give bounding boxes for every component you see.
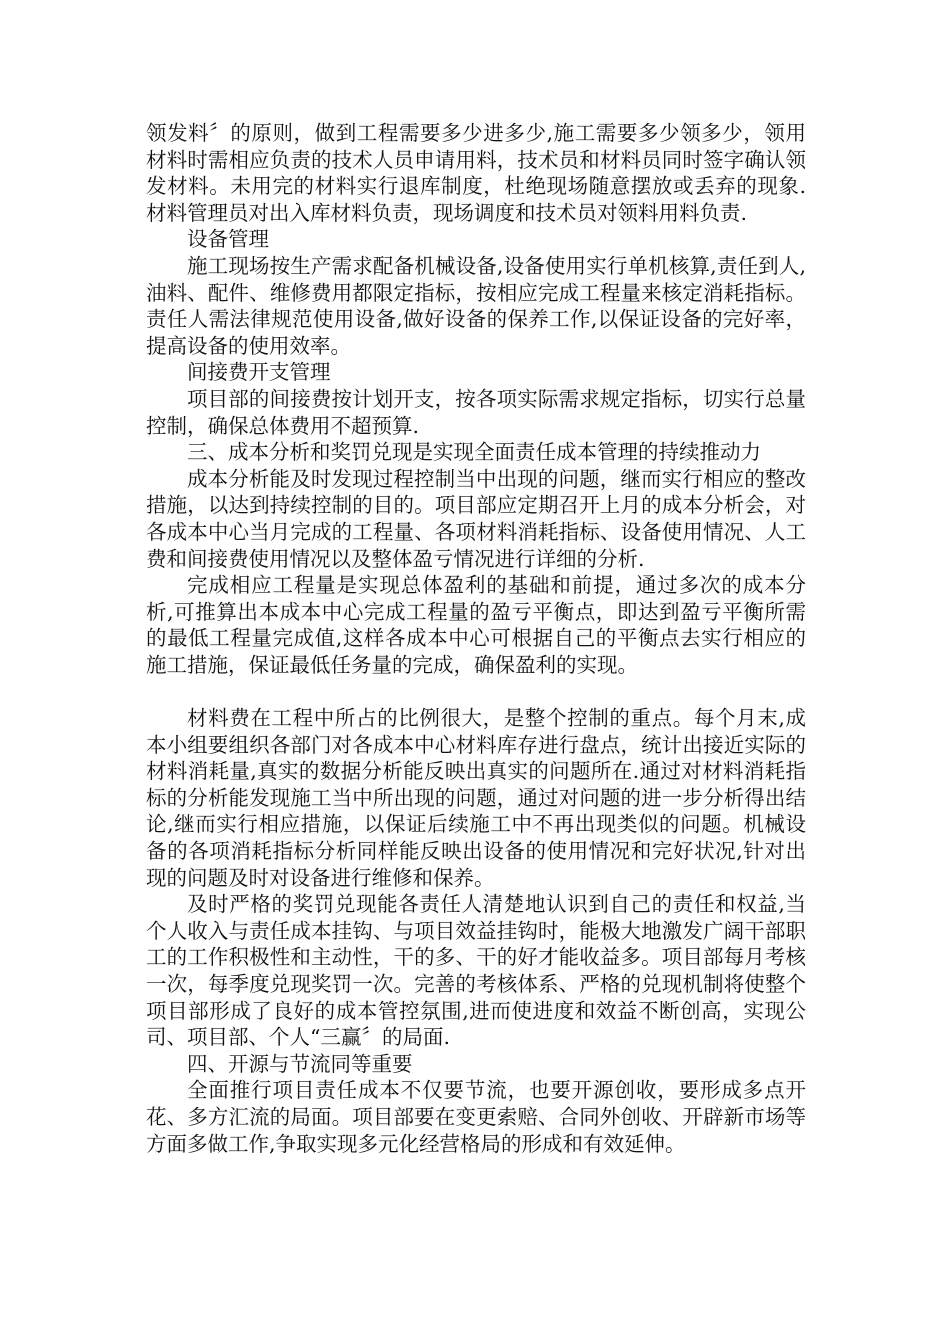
paragraph-indirect-costs: 项目部的间接费按计划开支，按各项实际需求规定指标，切实行总量控制，确保总体费用不超预算. <box>146 386 806 438</box>
paragraph-cost-analysis: 成本分析能及时发现过程控制当中出现的问题，继而实行相应的整改措施，以达到持续控制的目的。项目部应定期召开上月的成本分析会，对各成本中心当月完成的工程量、各项材料消耗指标、设备使用情况、人工费和间接费使用情况以及整体盈亏情况进行详细的分析. <box>146 466 806 571</box>
paragraph-material-issue: 领发料〞的原则，做到工程需要多少进多少,施工需要多少领多少，领用材料时需相应负责的技术人员申请用料，技术员和材料员同时签字确认领发材料。未用完的材料实行退库制度，杜绝现场随意摆放或丢弃的现象.材料管理员对出入库材料负责，现场调度和技术员对领料用料负责. <box>146 121 806 225</box>
heading-section-3: 三、成本分析和奖罚兑现是实现全面责任成本管理的持续推动力 <box>187 440 761 465</box>
blank-line <box>146 678 806 705</box>
paragraph-revenue: 全面推行项目责任成本不仅要节流，也要开源创收，要形成多点开花、多方汇流的局面。项目部要在变更索赔、合同外创收、开辟新市场等方面多做工作,争取实现多元化经营格局的形成和有效延伸。 <box>146 1078 806 1156</box>
paragraph-break-even: 完成相应工程量是实现总体盈利的基础和前提，通过多次的成本分析,可推算出本成本中心完成工程量的盈亏平衡点，即达到盈亏平衡所需的最低工程量完成值,这样各成本中心可根据自己的平衡点去实行相应的施工措施，保证最低任务量的完成，确保盈利的实现。 <box>146 573 806 677</box>
heading-equipment-management: 设备管理 <box>187 227 269 252</box>
document-body <box>146 120 806 1157</box>
paragraph-equipment: 施工现场按生产需求配备机械设备,设备使用实行单机核算,责任到人,油料、配件、维修费用都限定指标，按相应完成工程量来核定消耗指标。责任人需法律规范使用设备,做好设备的保养工作,以保证设备的完好率，提高设备的使用效率。 <box>146 253 806 358</box>
paragraph-rewards: 及时严格的奖罚兑现能各责任人清楚地认识到自己的责任和权益,当个人收入与责任成本挂钩、与项目效益挂钩时，能极大地激发广阔干部职工的工作积极性和主动性，干的多、干的好才能收益多。项目部每月考核一次，每季度兑现奖罚一次。完善的考核体系、严格的兑现机制将使整个项目部形成了良好的成本管控氛围,进而使进度和效益不断创高，实现公司、项目部、个人“三赢〞的局面. <box>146 892 806 1050</box>
heading-section-4: 四、开源与节流同等重要 <box>187 1051 413 1076</box>
paragraph-material-costs: 材料费在工程中所占的比例很大，是整个控制的重点。每个月末,成本小组要组织各部门对各成本中心材料库存进行盘点，统计出接近实际的材料消耗量,真实的数据分析能反映出真实的问题所在.通过对材料消耗指标的分析能发现施工当中所出现的问题，通过对问题的进一步分析得出结论,继而实行相应措施，以保证后续施工中不再出现类似的问题。机械设备的各项消耗指标分析同样能反映出设备的使用情况和完好状况,针对出现的问题及时对设备进行维修和保养。 <box>146 706 806 890</box>
heading-indirect-costs: 间接费开支管理 <box>187 360 331 385</box>
